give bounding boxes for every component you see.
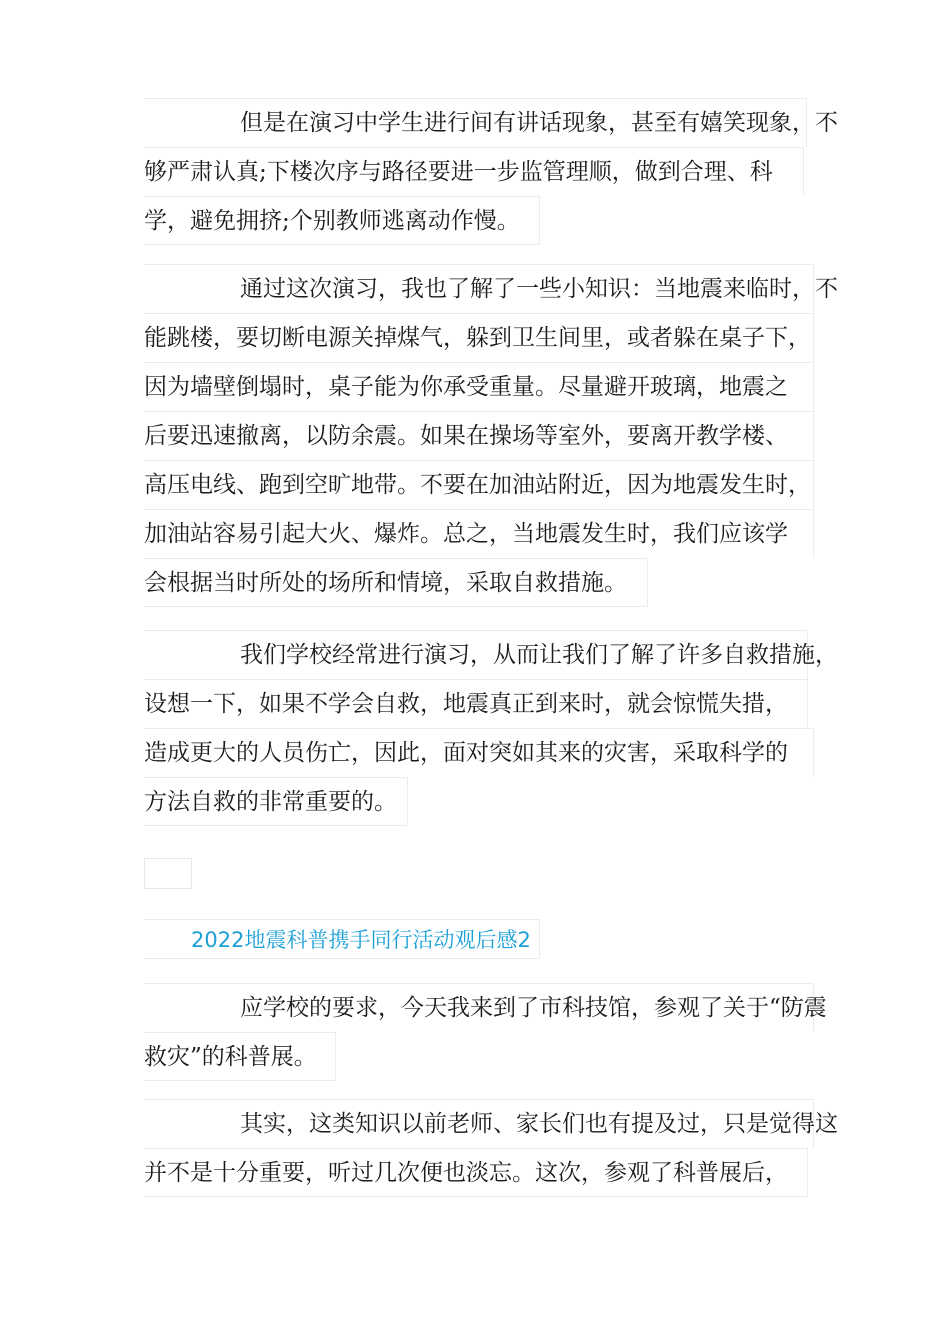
- paragraph-drill-problems: [144, 98, 838, 245]
- paragraph-earthquake-knowledge: [144, 264, 838, 607]
- paragraph-line: 但是在演习中学生进行间有讲话现象，甚至有嬉笑现象，不: [144, 98, 807, 147]
- paragraph-line: 会根据当时所处的场所和情境，采取自救措施。: [144, 558, 648, 607]
- paragraph-line: 加油站容易引起大火、爆炸。总之，当地震发生时，我们应该学: [144, 509, 814, 558]
- paragraph-line: 后要迅速撤离，以防余震。如果在操场等室外，要离开教学楼、: [144, 411, 814, 460]
- paragraph-line: 学，避免拥挤;个别教师逃离动作慢。: [144, 196, 540, 245]
- paragraph-line: 高压电线、跑到空旷地带。不要在加油站附近，因为地震发生时，: [144, 460, 814, 509]
- section-heading: 2022地震科普携手同行活动观后感2: [144, 919, 540, 959]
- paragraph-reflection: [144, 1099, 838, 1197]
- paragraph-line: 救灾”的科普展。: [144, 1032, 336, 1081]
- paragraph-line: 我们学校经常进行演习，从而让我们了解了许多自救措施，: [144, 630, 808, 679]
- paragraph-line: 其实，这类知识以前老师、家长们也有提及过，只是觉得这: [144, 1099, 814, 1148]
- paragraph-line: 设想一下，如果不学会自救，地震真正到来时，就会惊慌失措，: [144, 679, 808, 728]
- paragraph-school-drills: [144, 630, 838, 826]
- paragraph-line: 能跳楼，要切断电源关掉煤气，躲到卫生间里，或者躲在桌子下，: [144, 313, 814, 362]
- paragraph-science-museum-visit: [144, 983, 827, 1081]
- empty-placeholder-box: [144, 858, 192, 889]
- paragraph-line: 并不是十分重要，听过几次便也淡忘。这次，参观了科普展后，: [144, 1148, 808, 1197]
- paragraph-line: 够严肃认真;下楼次序与路径要进一步监管理顺，做到合理、科: [144, 147, 804, 196]
- paragraph-line: 应学校的要求，今天我来到了市科技馆，参观了关于“防震: [144, 983, 814, 1032]
- paragraph-line: 方法自救的非常重要的。: [144, 777, 408, 826]
- paragraph-line: 通过这次演习，我也了解了一些小知识：当地震来临时，不: [144, 264, 814, 313]
- paragraph-line: 造成更大的人员伤亡，因此，面对突如其来的灾害，采取科学的: [144, 728, 814, 777]
- paragraph-line: 因为墙壁倒塌时，桌子能为你承受重量。尽量避开玻璃，地震之: [144, 362, 814, 411]
